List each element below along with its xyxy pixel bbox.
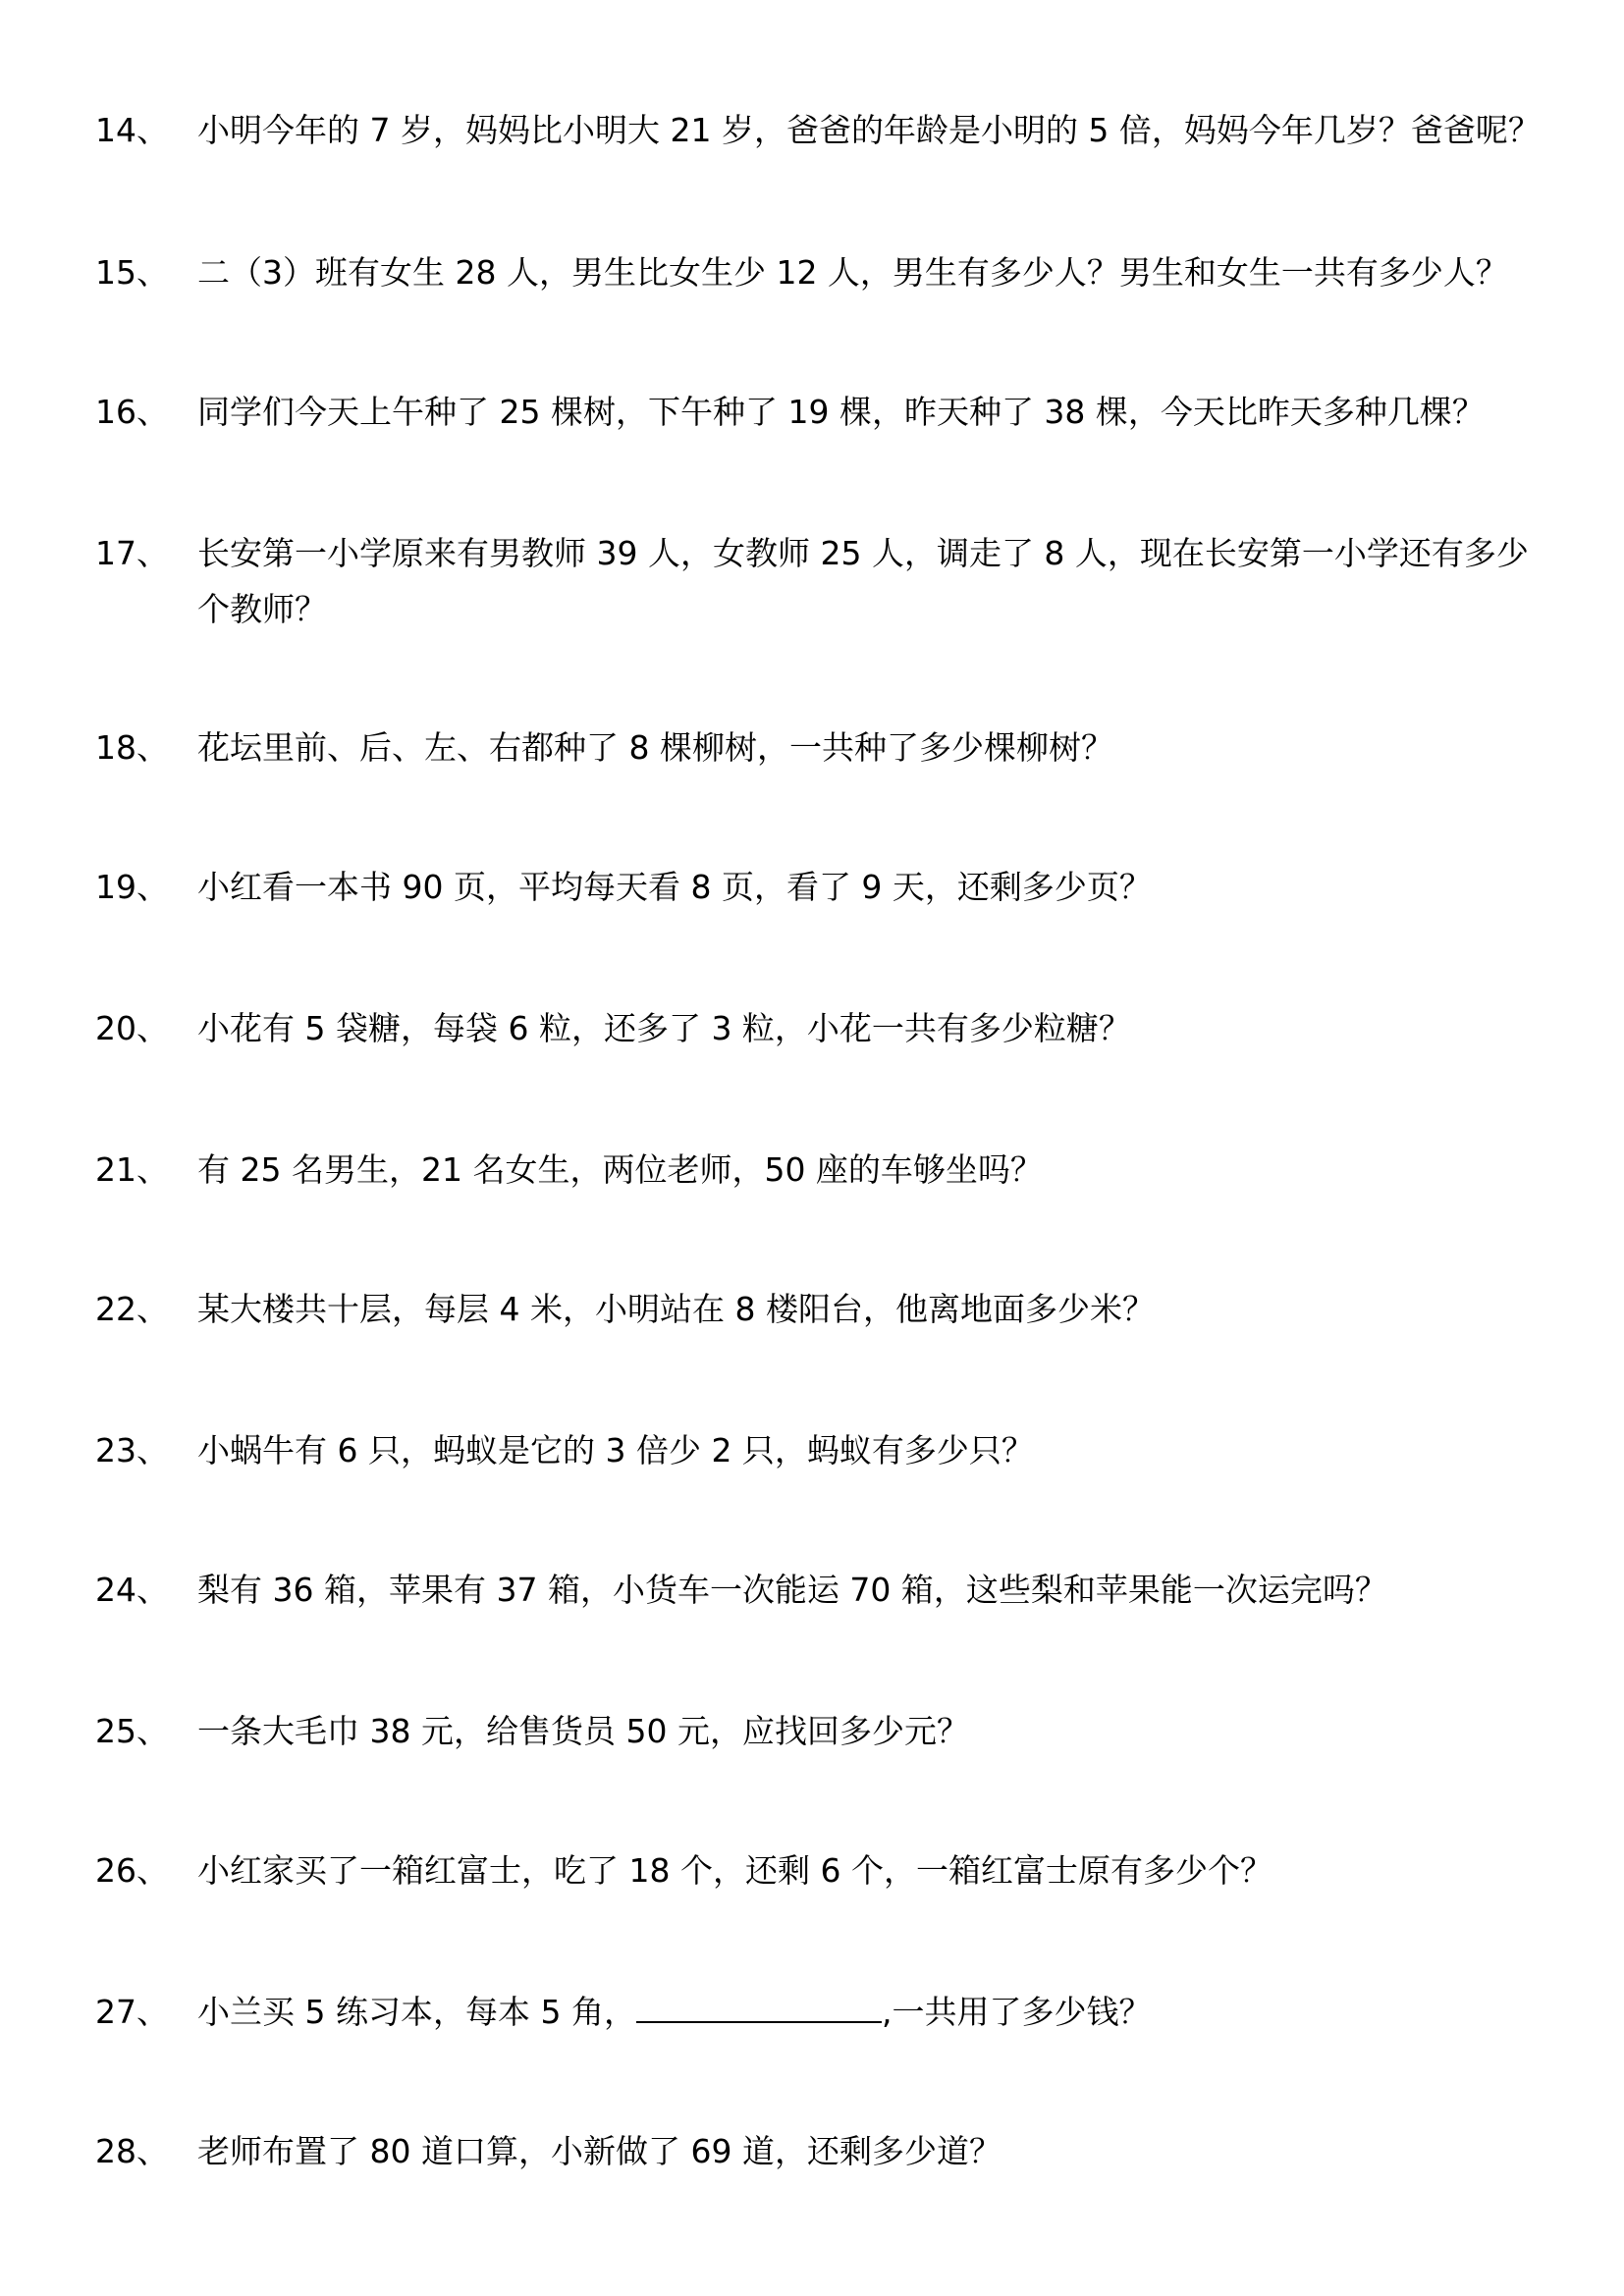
problem-text: 小红家买了一箱红富士，吃了 18 个，还剩 6 个，一箱红富士原有多少个？: [197, 1851, 1272, 1890]
problem-text: 花坛里前、后、左、右都种了 8 棵柳树，一共种了多少棵柳树？: [197, 728, 1113, 767]
problem-number: 19、: [95, 868, 169, 906]
problem-text: 小红看一本书 90 页，平均每天看 8 页，看了 9 天，还剩多少页？: [197, 868, 1152, 906]
problem-number: 25、: [95, 1712, 169, 1750]
problem-text: 小蜗牛有 6 只，蚂蚁是它的 3 倍少 2 只，蚂蚁有多少只？: [197, 1431, 1034, 1469]
problem-text: 小明今年的 7 岁，妈妈比小明大 21 岁，爸爸的年龄是小明的 5 倍，妈妈今年几岁？爸爸呢？: [197, 111, 1541, 149]
problem-number: 26、: [95, 1851, 169, 1890]
problem-text: 小花有 5 袋糖，每袋 6 粒，还多了 3 粒，小花一共有多少粒糖？: [197, 1009, 1131, 1047]
problem-text: 同学们今天上午种了 25 棵树，下午种了 19 棵，昨天种了 38 棵，今天比昨天多种几棵？: [197, 393, 1485, 431]
problem-text-after-blank: ,一共用了多少钱？: [881, 1993, 1152, 2031]
problem-number: 22、: [95, 1290, 169, 1328]
problem-text: [197, 1984, 1151, 2041]
problem-text: 老师布置了 80 道口算，小新做了 69 道，还剩多少道？: [197, 2132, 1001, 2170]
problem-text-line2: 个教师？: [197, 590, 327, 628]
problem-number: 16、: [95, 393, 169, 431]
problem-text: 一条大毛巾 38 元，给售货员 50 元，应找回多少元？: [197, 1712, 969, 1750]
problem-number: 21、: [95, 1150, 169, 1189]
problem-number: 20、: [95, 1009, 169, 1047]
problem-number: 17、: [95, 534, 169, 572]
problem-number: 27、: [95, 1993, 169, 2031]
problem-text: 长安第一小学原来有男教师 39 人，女教师 25 人，调走了 8 人，现在长安第一小学还有多少: [197, 534, 1529, 572]
problem-text-before-blank: 小兰买 5 练习本，每本 5 角，: [197, 1993, 636, 2031]
problem-number: 15、: [95, 253, 169, 292]
answer-blank: [636, 1986, 882, 2023]
problem-number: 18、: [95, 728, 169, 767]
problem-number: 24、: [95, 1571, 169, 1609]
problem-text: 某大楼共十层，每层 4 米，小明站在 8 楼阳台，他离地面多少米？: [197, 1290, 1155, 1328]
problem-text: 梨有 36 箱，苹果有 37 箱，小货车一次能运 70 箱，这些梨和苹果能一次运完吗？: [197, 1571, 1387, 1609]
problem-text: 二（3）班有女生 28 人，男生比女生少 12 人，男生有多少人？男生和女生一共有多少人？: [197, 253, 1508, 292]
problem-text: 有 25 名男生，21 名女生，两位老师，50 座的车够坐吗？: [197, 1150, 1043, 1189]
problem-number: 28、: [95, 2132, 169, 2170]
problem-number: 23、: [95, 1431, 169, 1469]
problem-number: 14、: [95, 111, 169, 149]
